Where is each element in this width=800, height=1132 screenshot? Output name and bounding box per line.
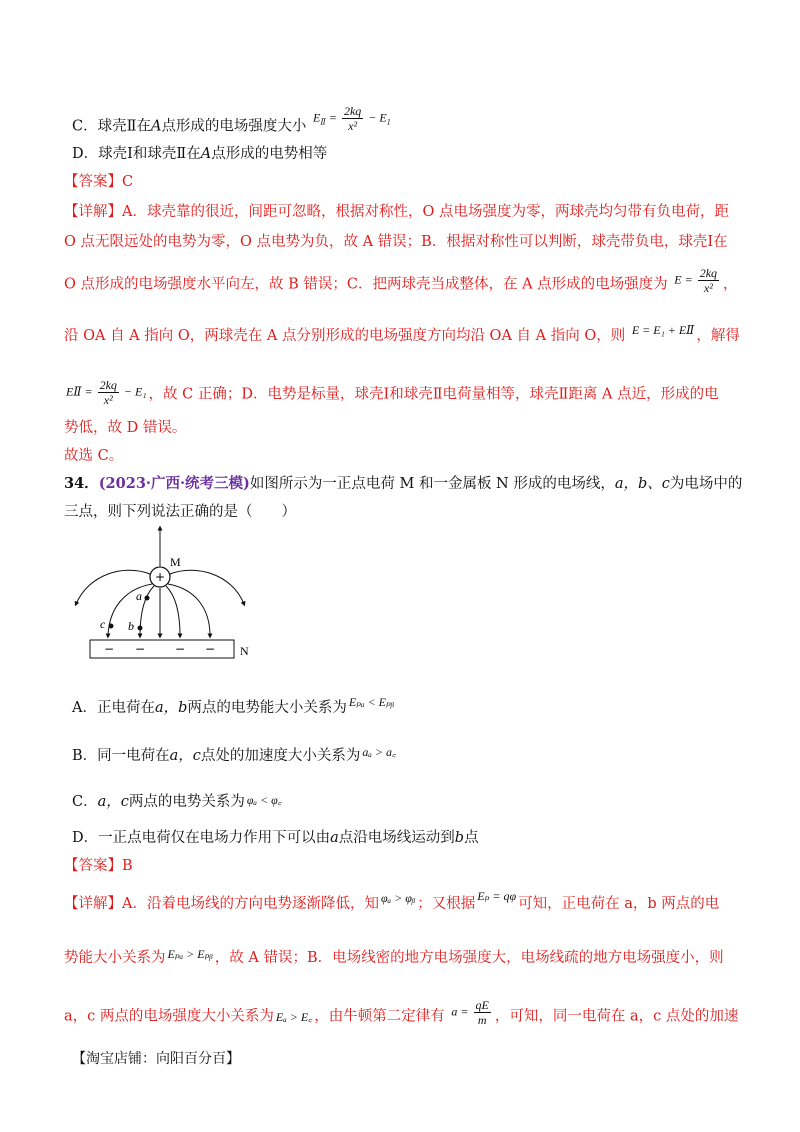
q33-answer: 【答案】C	[64, 174, 134, 190]
q34-stem: 三点，则下列说法正确的是（ ）	[64, 504, 296, 520]
formula: Eₚₐ < Eₚᵦ	[348, 695, 395, 709]
svg-text:+: +	[154, 570, 166, 584]
formula: $E_Ⅱ$ = $\frac{2kq}{\text{x²}}$ − $E_1$	[313, 104, 391, 133]
q34-option-b: B．同一电荷在a，c点处的加速度大小关系为 aₐ > a꜀	[72, 746, 740, 766]
label-b: b	[128, 619, 134, 633]
q33-option-d: D．球壳Ⅰ和球壳Ⅱ在A点形成的电势相等	[72, 146, 328, 162]
q34-stem: 34．(2023·广西·统考三模)如图所示为一正点电荷 M 和一金属板 N 形成的电场线，a，b、c为电场中的	[64, 475, 743, 492]
field-line	[170, 570, 244, 604]
q34-option-c: C．a，c两点的电势关系为 φₐ < φ꜀	[72, 792, 740, 812]
q33-detail-line: 沿 OA 自 A 指向 O，两球壳在 A 点分别形成的电场强度方向均沿 OA 自 A 指向 O，则 E = E₁ + EⅡ ，解得	[64, 326, 740, 346]
q34-detail-line: a，c 两点的电场强度大小关系为 Eₐ > E꜀ ，由牛顿第二定律有 a = $\frac{qE}{m}$ ，可知，同一电荷在 a，c 点处的加速	[64, 998, 739, 1027]
svg-text:−: −	[204, 642, 216, 656]
svg-text:−: −	[134, 642, 146, 656]
q33-detail-line: 势低，故 D 错误。	[64, 420, 187, 436]
q33-detail-line: O 点无限远处的电势为零，O 点电势为负，故 A 错误；B．根据对称性可以判断，球壳带负电，球壳Ⅰ在	[64, 234, 728, 250]
point-c	[109, 624, 114, 629]
formula: Eₐ > E꜀	[275, 1009, 313, 1024]
field-line	[168, 584, 210, 636]
label-N: N	[240, 644, 249, 658]
electric-field-figure	[64, 524, 264, 674]
formula: φₐ < φ꜀	[246, 793, 282, 807]
label-c: c	[100, 617, 106, 631]
footer-shop-label: 【淘宝店铺：向阳百分百】	[72, 1051, 240, 1067]
formula: E = $\frac{2kq}{\text{x²}}$	[674, 266, 718, 295]
q33-detail-line: EⅡ = $\frac{2kq}{\text{x²}}$ − E₁ ，故 C 正确；D．电势是标量，球壳Ⅰ和球壳Ⅱ电荷量相等，球壳Ⅱ距离 A 点近，形成的电	[66, 378, 719, 407]
svg-text:−: −	[174, 642, 186, 656]
q34-option-a: A．正电荷在a，b两点的电势能大小关系为 Eₚₐ < Eₚᵦ	[72, 698, 740, 718]
q34-detail-line: 【详解】A．沿着电场线的方向电势逐渐降低，知 φₐ > φᵦ ；又根据 Eₚ = qφ 可知，正电荷在 a，b 两点的电	[64, 894, 740, 914]
q34-answer: 【答案】B	[64, 858, 133, 874]
formula: EⅡ = $\frac{2kq}{\text{x²}}$ − E₁	[66, 378, 147, 407]
point-a	[145, 596, 150, 601]
svg-text:−: −	[103, 642, 115, 656]
formula: aₐ > a꜀	[362, 745, 397, 759]
formula: E = E₁ + EⅡ	[631, 323, 695, 337]
q33-detail-line: 故选 C。	[64, 448, 124, 464]
formula: a = $\frac{qE}{m}$	[451, 998, 489, 1027]
formula: φₐ > φᵦ	[380, 891, 416, 905]
q34-option-d: D．一正点电荷仅在电场力作用下可以由a点沿电场线运动到b点	[72, 830, 479, 846]
field-line	[166, 586, 180, 636]
q33-detail-line: 【详解】A．球壳靠的很近，间距可忽略，根据对称性，O 点电场强度为零，两球壳均匀带有负电荷，距	[64, 204, 729, 220]
formula: Eₚ = qφ	[477, 889, 517, 903]
q34-detail-line: 势能大小关系为 Eₚₐ > Eₚᵦ ，故 A 错误；B．电场线密的地方电场强度大，电场线疏的地方电场强度小，则	[64, 948, 740, 968]
q33-detail-line: O 点形成的电场强度水平向左，故 B 错误；C．把两球壳当成整体，在 A 点形成的电场强度为 E = $\frac{2kq}{\text{x²}}$ ，	[64, 266, 738, 295]
label-a: a	[136, 589, 142, 603]
label-M: M	[170, 555, 181, 569]
q34-source: (2023·广西·统考三模)	[98, 475, 250, 492]
q33-option-c: C．球壳Ⅱ在A点形成的电场强度大小 $E_Ⅱ$ = $\frac{2kq}{\text{x²}}$ − $E_1$	[72, 104, 391, 135]
formula: Eₚₐ > Eₚᵦ	[167, 947, 213, 961]
point-b	[138, 626, 143, 631]
